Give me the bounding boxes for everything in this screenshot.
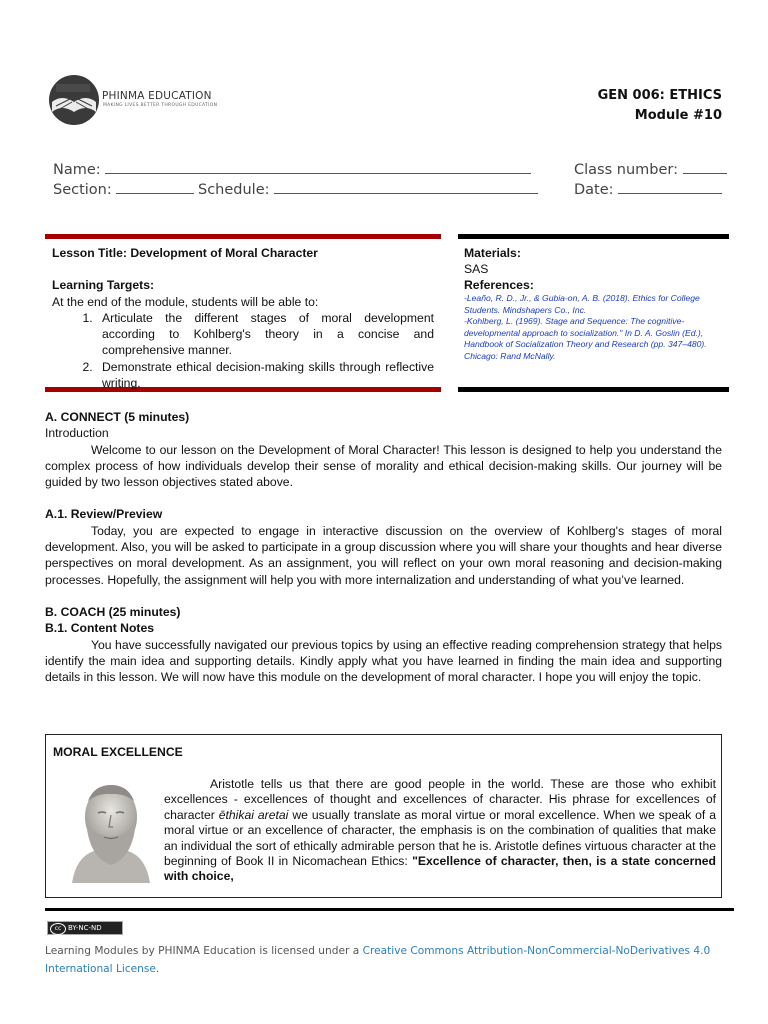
learning-target-item: 1. Articulate the different stages of moral development according to Kohlberg's theory in a concise and comprehensive manner.: [96, 310, 434, 359]
license-prefix: Learning Modules by PHINMA Education is licensed under a: [45, 945, 363, 957]
coach-heading: B. COACH (25 minutes): [45, 604, 181, 619]
introduction-text: Welcome to our lesson on the Development of Moral Character! This lesson is designed to help you understand the complex process of how individuals develop their sense of morality and ethical decision-making skills. Our journey will be guided by two lesson objectives stated above.: [45, 442, 722, 490]
moral-excellence-quote: "Excellence of character, then, is a state concerned with choice,: [164, 854, 716, 884]
reference-item: -Leaño, R. D., Jr., & Gubia-on, A. B. (2018). Ethics for College Students. Mindshapers Co., Inc.: [464, 293, 700, 315]
moral-excellence-italic-term: ēthikai aretai: [218, 807, 289, 822]
review-text: Today, you are expected to engage in interactive discussion on the overview of Kohlberg's stages of moral development. Also, you will be asked to participate in a group discussion where you will share your thoughts and hear diverse perspectives on moral development. As an assignment, you will reflect on your own moral reasoning and decision-making processes. Hopefully, the assignment will help you with more internalization and understanding of what you’ve learned.: [45, 523, 722, 587]
date-blank[interactable]: [618, 179, 722, 194]
content-notes-heading: B.1. Content Notes: [45, 621, 155, 636]
learning-targets-list: [52, 310, 434, 391]
name-label: Name:: [53, 162, 101, 178]
course-code: GEN 006: ETHICS: [597, 88, 722, 103]
date-label: Date:: [574, 182, 614, 198]
materials-value: SAS: [464, 262, 489, 276]
section-blank[interactable]: [116, 179, 194, 194]
date-field[interactable]: [574, 179, 722, 198]
connect-heading: A. CONNECT (5 minutes): [45, 410, 190, 424]
footer-divider: [45, 908, 734, 911]
license-suffix: .: [155, 963, 160, 975]
references-heading: References:: [464, 278, 534, 292]
aristotle-bust-icon: [64, 777, 158, 883]
cc-badge-label: BY-NC-ND: [68, 924, 102, 932]
cc-icon: cc: [50, 923, 66, 935]
license-link[interactable]: Creative Commons Attribution-NonCommercial-NoDerivatives 4.0 International License: [45, 945, 711, 975]
name-blank[interactable]: [105, 159, 531, 174]
learning-targets-intro: At the end of the module, students will be able to:: [52, 294, 319, 309]
learning-targets-heading: Learning Targets:: [52, 278, 155, 293]
learning-target-item: 2. Demonstrate ethical decision-making skills through reflective writing.: [96, 359, 434, 392]
schedule-blank[interactable]: [274, 179, 538, 194]
review-heading: A.1. Review/Preview: [45, 507, 163, 522]
moral-excellence-title: MORAL EXCELLENCE: [53, 745, 183, 759]
reference-item: -Kohlberg, L. (1969). Stage and Sequence: The cognitive-developmental approach to socialization." In D. A. Goslin (Ed.), Handbook of Socialization Theory and Research (pp. 347–480). Chicago: Rand McNally.: [464, 316, 707, 361]
materials-bottom-bar: [458, 387, 729, 392]
course-header: [598, 86, 722, 126]
materials-heading: Materials:: [464, 246, 521, 260]
license-text: [45, 942, 735, 978]
content-notes-text: You have successfully navigated our previous topics by using an effective reading comprehension strategy that helps identify the main idea and supporting details. Kindly apply what you have learned in finding the main idea and supporting details in this lesson. We will now have this module on the development of moral character. I hope you will enjoy the topic.: [45, 637, 722, 685]
moral-excellence-text-part: Aristotle tells us that there are good people in the world. These are those who exhibit excellences - excellences of thought and excellences of character. His phrase for excellences of character: [164, 777, 716, 822]
lesson-title: Lesson Title: Development of Moral Character: [52, 246, 318, 260]
name-field[interactable]: [53, 159, 531, 178]
materials-box: [458, 234, 729, 392]
schedule-field[interactable]: [198, 179, 538, 198]
schedule-label: Schedule:: [198, 182, 270, 198]
cc-license-badge[interactable]: [47, 921, 123, 935]
section-label: Section:: [53, 182, 112, 198]
class-number-blank[interactable]: [683, 159, 727, 174]
logo-title: PHINMA EDUCATION: [102, 90, 212, 102]
module-number: Module #10: [634, 108, 722, 123]
lesson-box: [45, 234, 441, 392]
section-field[interactable]: [53, 179, 194, 198]
module-body: [45, 409, 722, 685]
class-number-label: Class number:: [574, 162, 678, 178]
logo-tagline: MAKING LIVES BETTER THROUGH EDUCATION: [103, 103, 218, 108]
moral-excellence-box: [45, 734, 722, 898]
moral-excellence-text: [164, 777, 716, 885]
class-number-field[interactable]: [574, 159, 727, 178]
moral-excellence-text-part: we usually translate as moral virtue or moral excellence. When we speak of a moral virtue or an excellence of character, the emphasis is on the combination of qualities that make an individual the sort of ethically admirable person that he is. Aristotle defines virtuous character at the beginning of Book II in Nicomachean Ethics:: [164, 807, 716, 869]
introduction-label: Introduction: [45, 426, 109, 441]
